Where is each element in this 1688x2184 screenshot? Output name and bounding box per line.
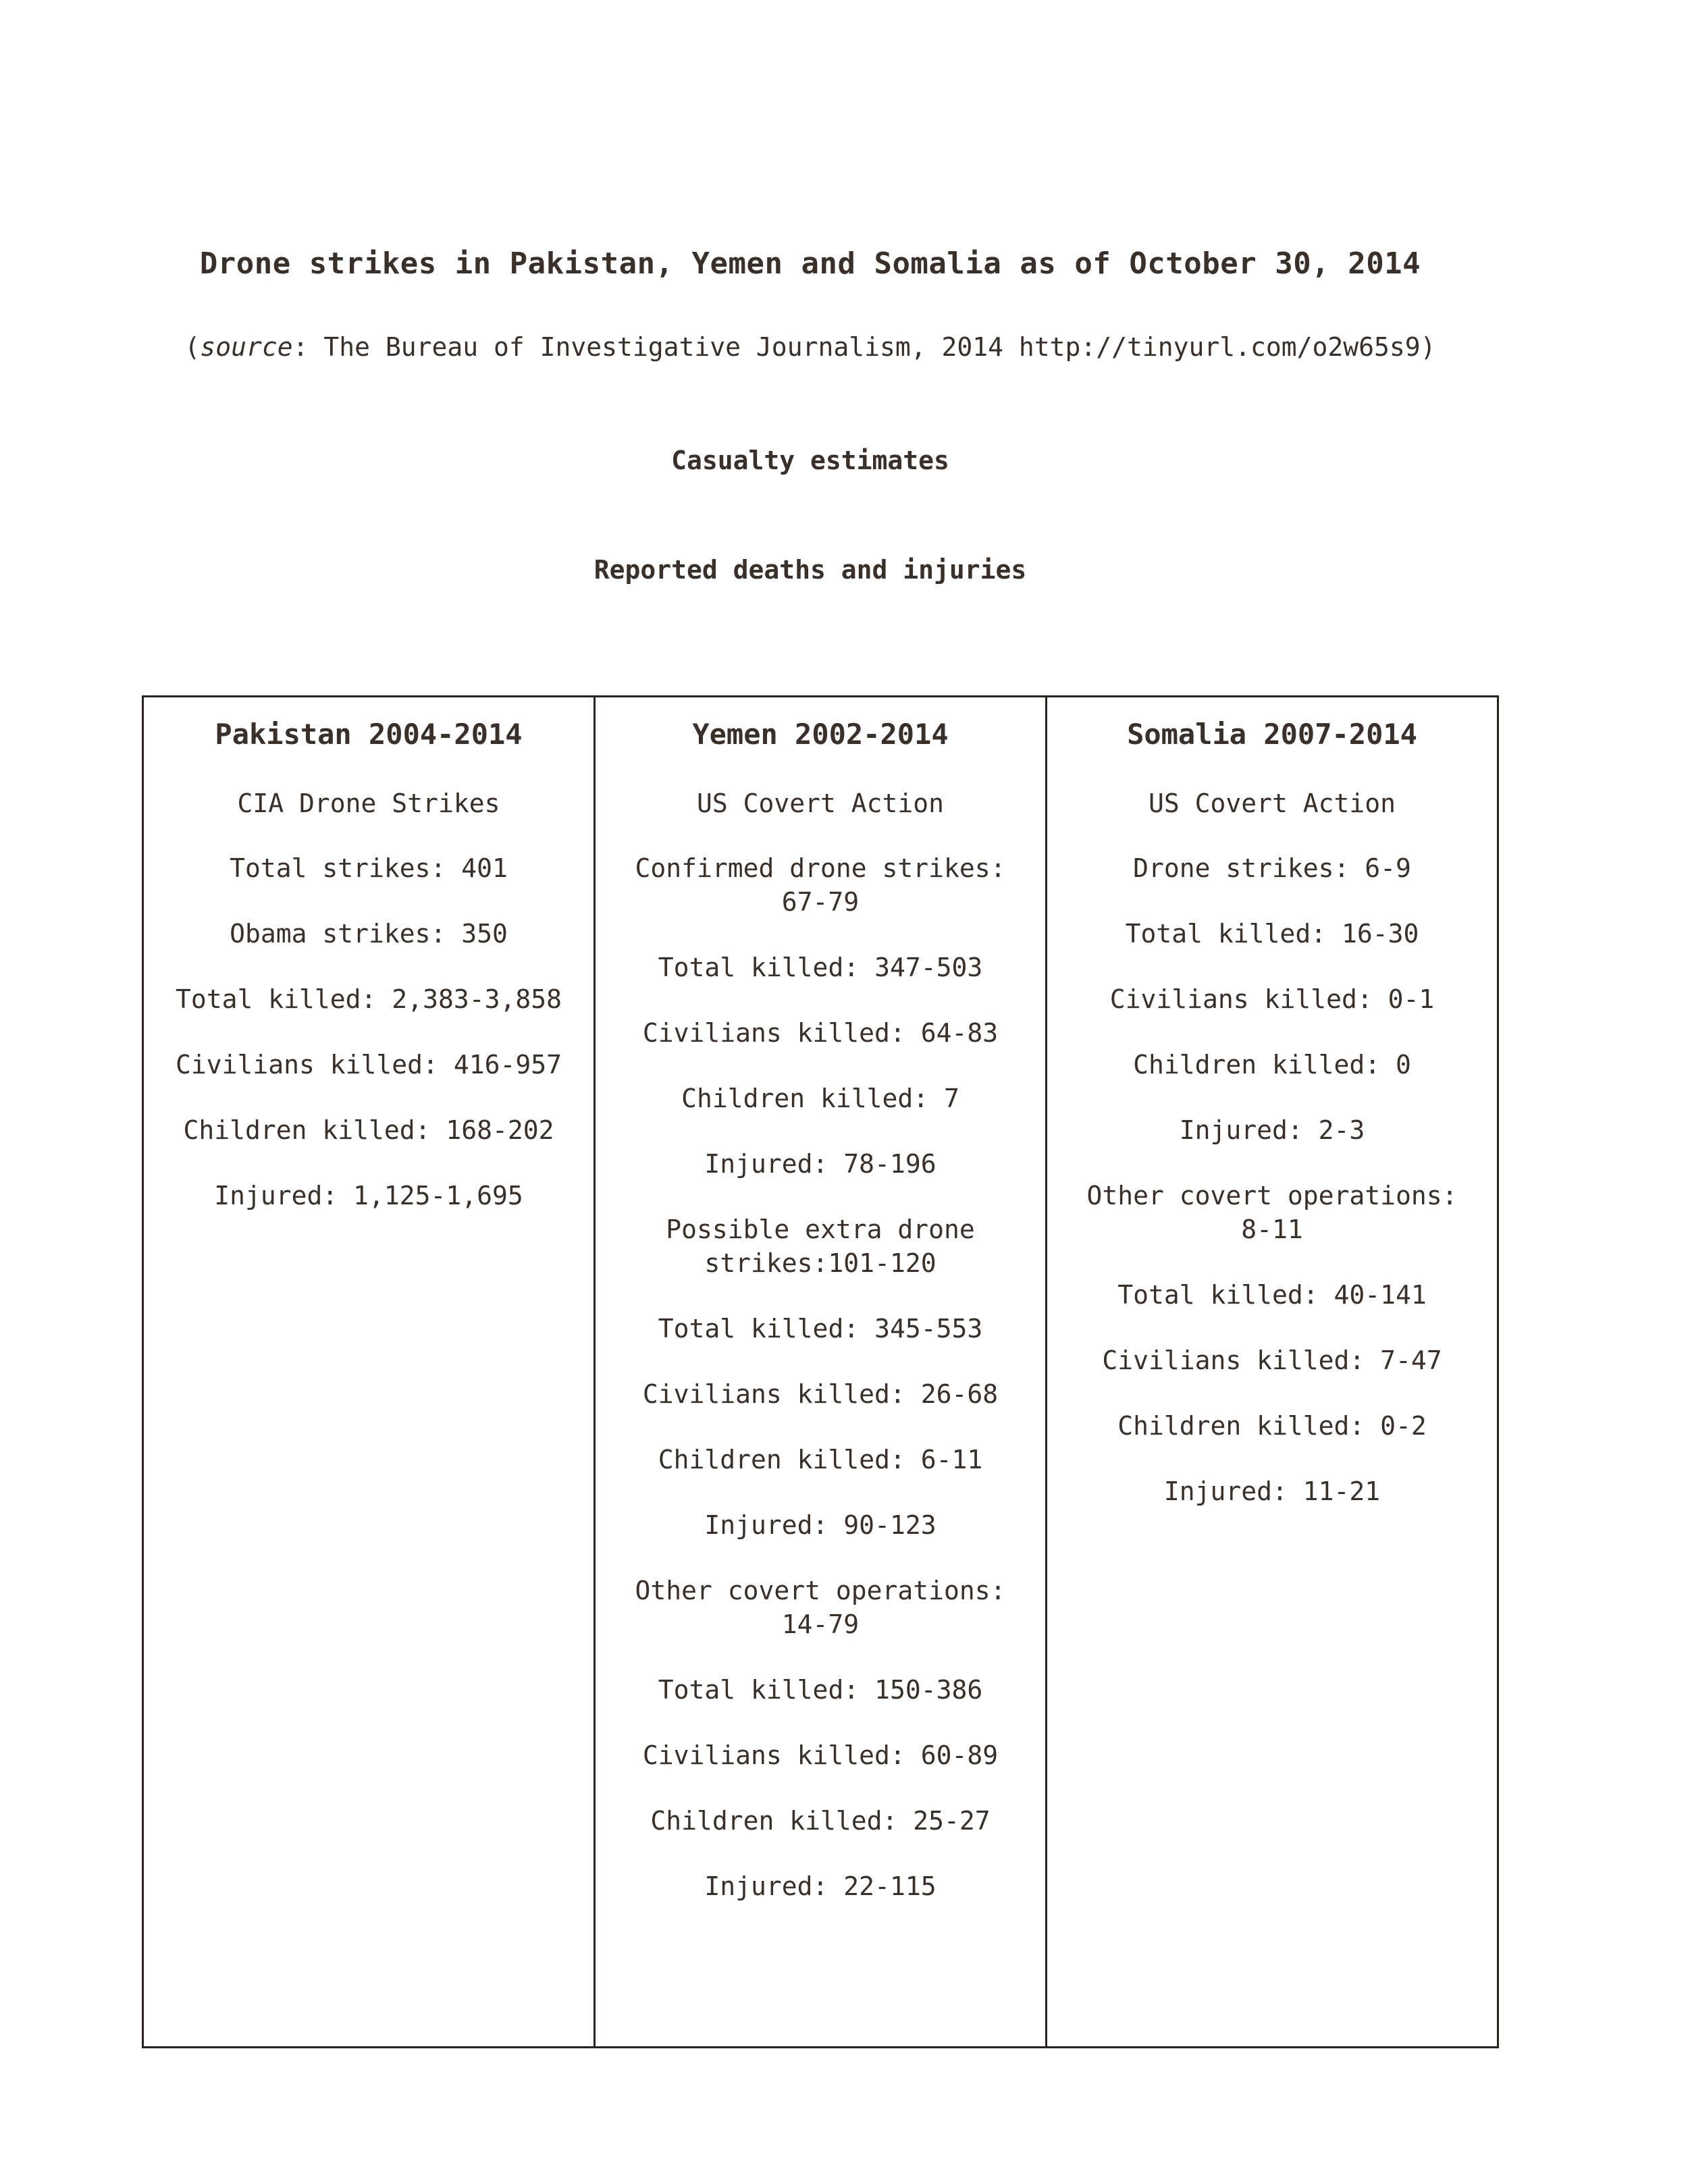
source-label: source: [200, 332, 293, 362]
somalia-column: [1045, 697, 1497, 2046]
stat-line: Drone strikes: 6-9: [1133, 853, 1411, 883]
stat-line: Total killed: 347-503: [658, 953, 983, 982]
column-subheading: US Covert Action: [696, 789, 945, 818]
stat-line: Children killed: 0: [1133, 1050, 1411, 1080]
stat-list: [596, 851, 1045, 1903]
stat-line: Children killed: 6-11: [658, 1445, 983, 1474]
column-subheading: US Covert Action: [1148, 789, 1396, 818]
pakistan-column: [144, 697, 594, 2046]
stat-list: [144, 851, 594, 1213]
stat-line: Children killed: 7: [681, 1084, 959, 1113]
stat-line: Injured: 11-21: [1163, 1476, 1381, 1506]
casualty-table: [142, 695, 1499, 2048]
stat-line: Total killed: 2,383-3,858: [176, 984, 562, 1014]
stat-line: Total killed: 40-141: [1117, 1280, 1427, 1310]
column-heading: Pakistan 2004-2014: [215, 718, 523, 751]
page-title: Drone strikes in Pakistan, Yemen and Somalia as of October 30, 2014: [199, 246, 1421, 281]
stat-line: Other covert operations: 8-11: [1086, 1181, 1458, 1244]
source-open-paren: (: [184, 332, 201, 362]
stat-line: Children killed: 168-202: [183, 1115, 554, 1145]
stat-line: Civilians killed: 26-68: [642, 1379, 999, 1409]
stat-line: Civilians killed: 64-83: [642, 1018, 999, 1048]
stat-line: Confirmed drone strikes: 67-79: [635, 853, 1006, 917]
column-subheading: CIA Drone Strikes: [237, 789, 500, 818]
stat-list: [1047, 851, 1497, 1508]
column-heading: Somalia 2007-2014: [1127, 718, 1417, 751]
stat-line: Civilians killed: 416-957: [176, 1050, 562, 1080]
stat-line: Total killed: 16-30: [1125, 919, 1419, 949]
reported-deaths-heading: Reported deaths and injuries: [594, 555, 1027, 585]
stat-line: Injured: 90-123: [704, 1510, 937, 1540]
stat-line: Civilians killed: 7-47: [1102, 1346, 1442, 1375]
stat-line: Injured: 1,125-1,695: [214, 1181, 523, 1210]
stat-line: Children killed: 0-2: [1117, 1411, 1427, 1441]
casualty-estimates-heading: Casualty estimates: [671, 446, 949, 475]
column-heading: Yemen 2002-2014: [692, 718, 949, 751]
stat-line: Possible extra drone strikes:101-120: [666, 1215, 975, 1278]
stat-line: Civilians killed: 0-1: [1109, 984, 1435, 1014]
stat-line: Total killed: 150-386: [658, 1675, 983, 1705]
stat-line: Injured: 2-3: [1179, 1115, 1365, 1145]
stat-line: Civilians killed: 60-89: [642, 1740, 999, 1770]
stat-line: Obama strikes: 350: [230, 919, 508, 949]
source-line: [0, 332, 1620, 362]
stat-line: Other covert operations: 14-79: [635, 1576, 1006, 1639]
stat-line: Injured: 78-196: [704, 1149, 937, 1179]
stat-line: Injured: 22-115: [704, 1871, 937, 1901]
stat-line: Total strikes: 401: [230, 853, 508, 883]
source-text: : The Bureau of Investigative Journalism, 2014 http://tinyurl.com/o2w65s9): [292, 332, 1436, 362]
stat-line: Children killed: 25-27: [650, 1806, 991, 1836]
stat-line: Total killed: 345-553: [658, 1314, 983, 1343]
yemen-column: [594, 697, 1045, 2046]
